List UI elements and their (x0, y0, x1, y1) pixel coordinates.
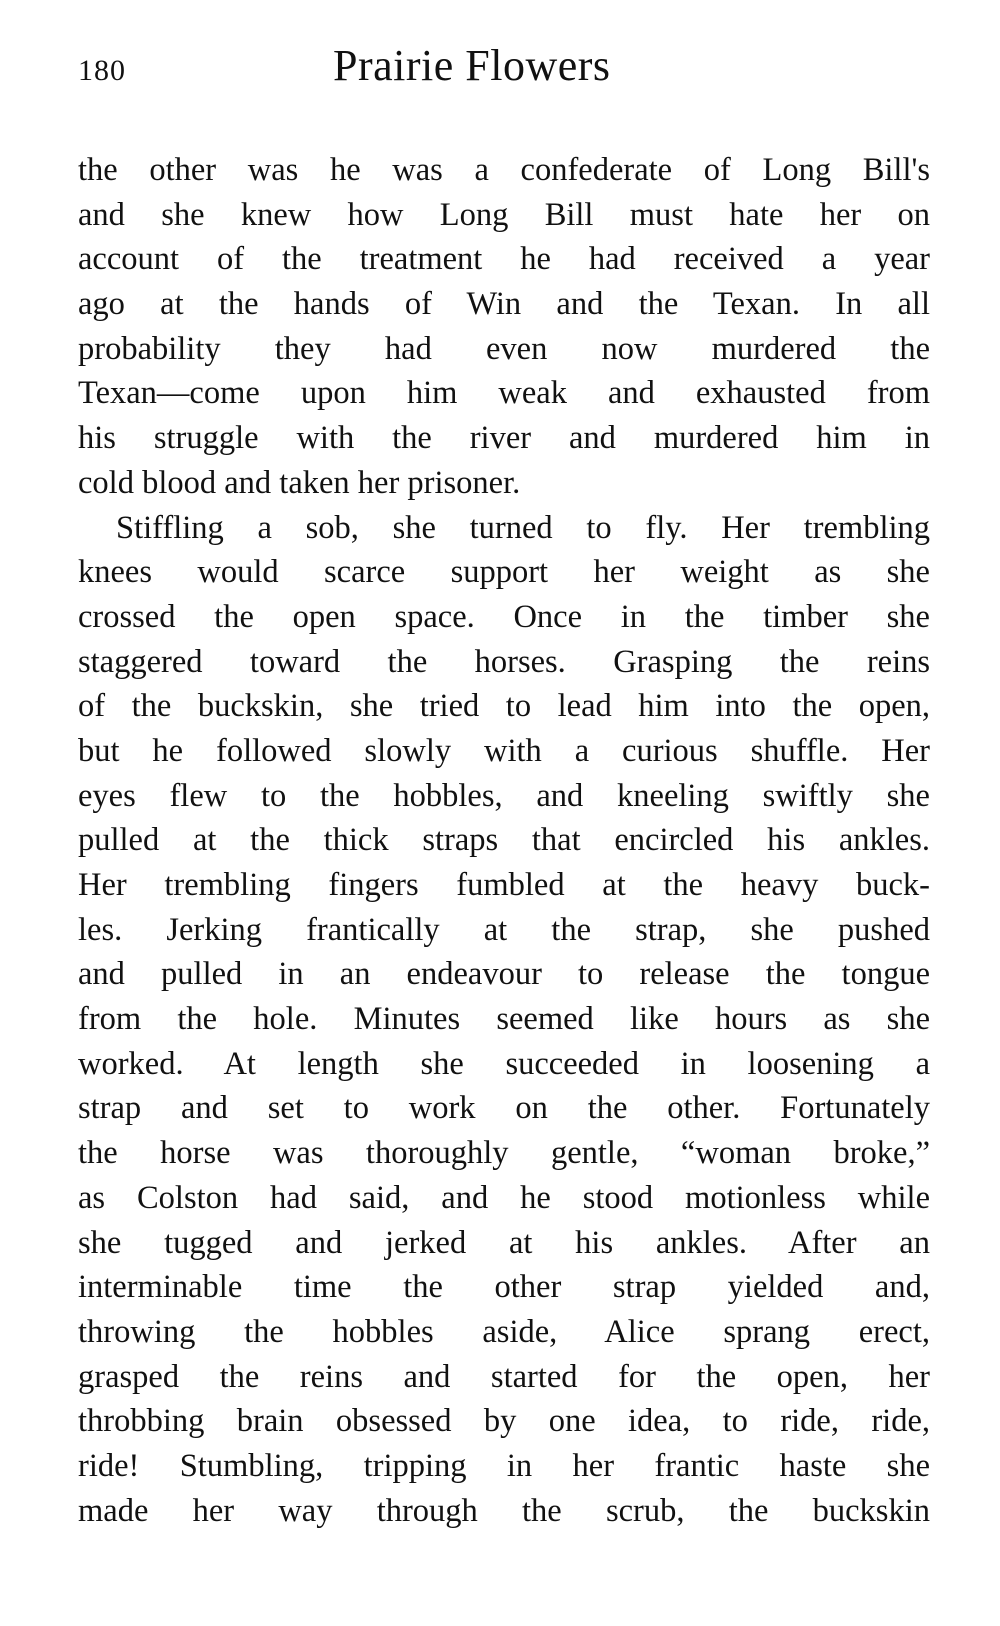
text-line: Her trembling fingers fumbled at the heavy buck- (78, 867, 930, 903)
text-line: ago at the hands of Win and the Texan. In all (78, 286, 930, 323)
text-line: cold blood and taken her prisoner. (78, 464, 521, 501)
text-line: crossed the open space. Once in the timber she (78, 598, 930, 635)
text-line: interminable time the other strap yielded and, (78, 1269, 930, 1306)
text-line: the other was he was a confederate of Long Bill's (78, 152, 930, 188)
book-title: Prairie Flowers (333, 41, 611, 90)
text-line: from the hole. Minutes seemed like hours as she (78, 1001, 930, 1038)
text-line: and pulled in an endeavour to release the tongue (78, 956, 930, 993)
text-line: the horse was thoroughly gentle, “woman broke,” (78, 1135, 930, 1172)
text-line: Stiffling a sob, she turned to fly. Her trembling (116, 509, 930, 546)
text-line: she tugged and jerked at his ankles. After an (78, 1224, 930, 1261)
text-line: Texan—come upon him weak and exhausted from (78, 375, 930, 412)
text-line: worked. At length she succeeded in loosening a (78, 1045, 930, 1082)
text-line: grasped the reins and started for the open, her (78, 1358, 930, 1395)
text-line: les. Jerking frantically at the strap, she pushed (78, 911, 930, 948)
text-line: eyes flew to the hobbles, and kneeling swiftly she (78, 777, 930, 814)
text-line: ride! Stumbling, tripping in her frantic haste she (78, 1447, 930, 1484)
body-text (78, 148, 930, 1533)
text-line: throbbing brain obsessed by one idea, to ride, ride, (78, 1403, 930, 1440)
text-line: and she knew how Long Bill must hate her on (78, 196, 930, 233)
text-line: of the buckskin, she tried to lead him into the open, (78, 688, 930, 725)
text-line: his struggle with the river and murdered him in (78, 420, 930, 457)
text-line: strap and set to work on the other. Fortunately (78, 1090, 930, 1127)
text-line: account of the treatment he had received a year (78, 241, 930, 278)
text-line: but he followed slowly with a curious shuffle. Her (78, 732, 930, 769)
running-head (78, 40, 928, 110)
text-line: pulled at the thick straps that encircled his ankles. (78, 822, 930, 859)
text-line: knees would scarce support her weight as she (78, 554, 930, 591)
text-line: as Colston had said, and he stood motionless while (78, 1179, 930, 1216)
text-line: staggered toward the horses. Grasping the reins (78, 643, 930, 680)
text-line: made her way through the scrub, the buckskin (78, 1492, 930, 1529)
page-number: 180 (78, 54, 126, 87)
text-line: throwing the hobbles aside, Alice sprang erect, (78, 1313, 930, 1350)
text-line: probability they had even now murdered the (78, 330, 930, 367)
